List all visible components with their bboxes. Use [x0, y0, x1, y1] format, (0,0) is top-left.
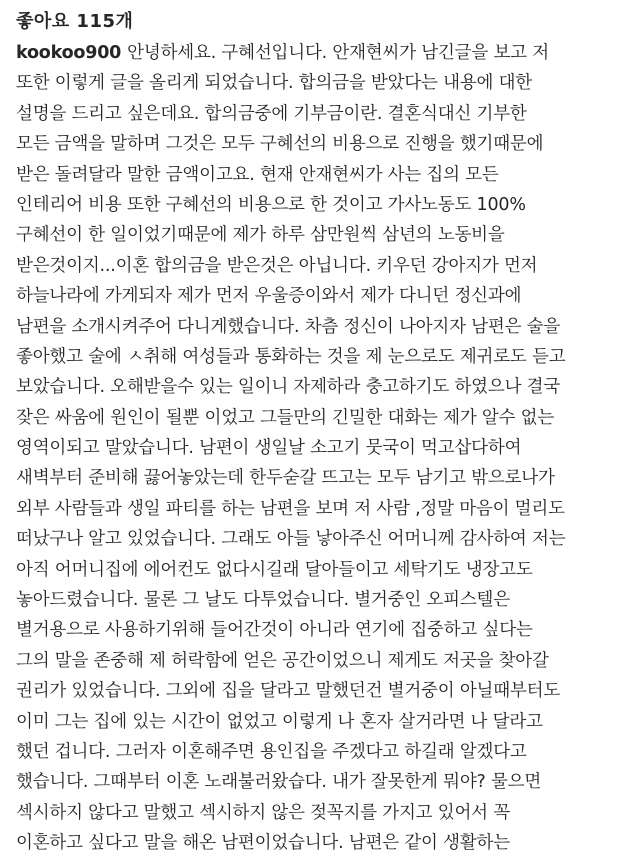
- caption-line: 했습니다. 그때부터 이혼 노래불러왔습다. 내가 잘못한게 뭐야? 물으면: [16, 772, 542, 793]
- caption-line: 좋아했고 술에 ㅅ취해 여성들과 통화하는 것을 제 눈으로도 제귀로도 듣고: [16, 346, 566, 367]
- caption-line: 했던 겁니다. 그러자 이혼해주면 용인집을 주겠다고 하길래 알겠다고: [16, 741, 527, 762]
- caption-line: 새벽부터 준비해 끓어놓았는데 한두숟갈 뜨고는 모두 남기고 밖으로나가: [16, 468, 555, 489]
- caption-line: 설명을 드리고 싶은데요. 합의금중에 기부금이란. 결혼식대신 기부한: [16, 103, 527, 124]
- caption-line: 외부 사람들과 생일 파티를 하는 남편을 보며 저 사람 ,정말 마음이 멀리도: [16, 498, 565, 519]
- caption-line: 받은 돌려달라 말한 금액이고요. 현재 안재현씨가 사는 집의 모든: [16, 164, 499, 185]
- username-link[interactable]: kookoo900: [16, 43, 122, 63]
- caption-line: 이미 그는 집에 있는 시간이 없었고 이렇게 나 혼자 살거라면 나 달라고: [16, 711, 543, 732]
- caption-line: 잦은 싸움에 원인이 될뿐 이었고 그들만의 긴밀한 대화는 제가 알수 없는: [16, 407, 555, 428]
- caption-text: 안녕하세요. 구혜선입니다. 안재현씨가 남긴글을 보고 저: [127, 43, 549, 63]
- caption-line: 받은것이지...이혼 합의금을 받은것은 아닙니다. 키우던 강아지가 먼저: [16, 255, 538, 276]
- caption-line: 구혜선이 한 일이었기때문에 제가 하루 삼만원씩 삼년의 노동비을: [16, 225, 505, 246]
- caption-line: 보았습니다. 오해받을수 있는 일이니 자제하라 충고하기도 하였으나 결국: [16, 377, 561, 398]
- caption-line: 놓아드렸습니다. 물론 그 날도 다투었습니다. 별거중인 오피스텔은: [16, 590, 510, 611]
- caption-line: 떠났구나 알고 있었습니다. 그래도 아들 낳아주신 어머니께 감사하여 저는: [16, 529, 566, 550]
- caption-line: 별거용으로 사용하기위해 들어간것이 아니라 연기에 집중하고 싶다는: [16, 620, 533, 641]
- caption-line: 인테리어 비용 또한 구혜선의 비용으로 한 것이고 가사노동도 100%: [16, 194, 526, 215]
- caption-line: 섹시하지 않다고 말했고 섹시하지 않은 젖꼭지를 가지고 있어서 꼭: [16, 802, 510, 823]
- caption-line: 권리가 있었습니다. 그외에 집을 달라고 말했던건 별거중이 아닐때부터도: [16, 681, 561, 702]
- caption-line: 아직 어머니집에 에어컨도 없다시길래 달아들이고 세탁기도 냉장고도: [16, 559, 533, 580]
- caption-line: 또한 이렇게 글을 올리게 되었습니다. 합의금을 받았다는 내용에 대한: [16, 73, 533, 94]
- caption-line: 이혼하고 싶다고 말을 해온 남편이었습니다. 남편은 같이 생활하는: [16, 833, 510, 854]
- caption-line: 그의 말을 존중해 제 허락함에 얻은 공간이었으니 제게도 저곳을 찾아갈: [16, 650, 549, 671]
- caption-line: 영역이되고 말았습니다. 남편이 생일날 소고기 뭇국이 먹고삽다하여: [16, 438, 522, 459]
- like-count[interactable]: 좋아요 115개: [16, 11, 134, 32]
- caption-line: [16, 38, 622, 68]
- post-caption: [16, 38, 622, 859]
- caption-line: 모든 금액을 말하며 그것은 모두 구혜선의 비용으로 진행을 했기때문에: [16, 134, 544, 155]
- caption-line: 하늘나라에 가게되자 제가 먼저 우울증이와서 제가 다니던 정신과에: [16, 286, 522, 307]
- caption-line: 남편을 소개시켜주어 다니게했습니다. 차츰 정신이 나아지자 남편은 술을: [16, 316, 561, 337]
